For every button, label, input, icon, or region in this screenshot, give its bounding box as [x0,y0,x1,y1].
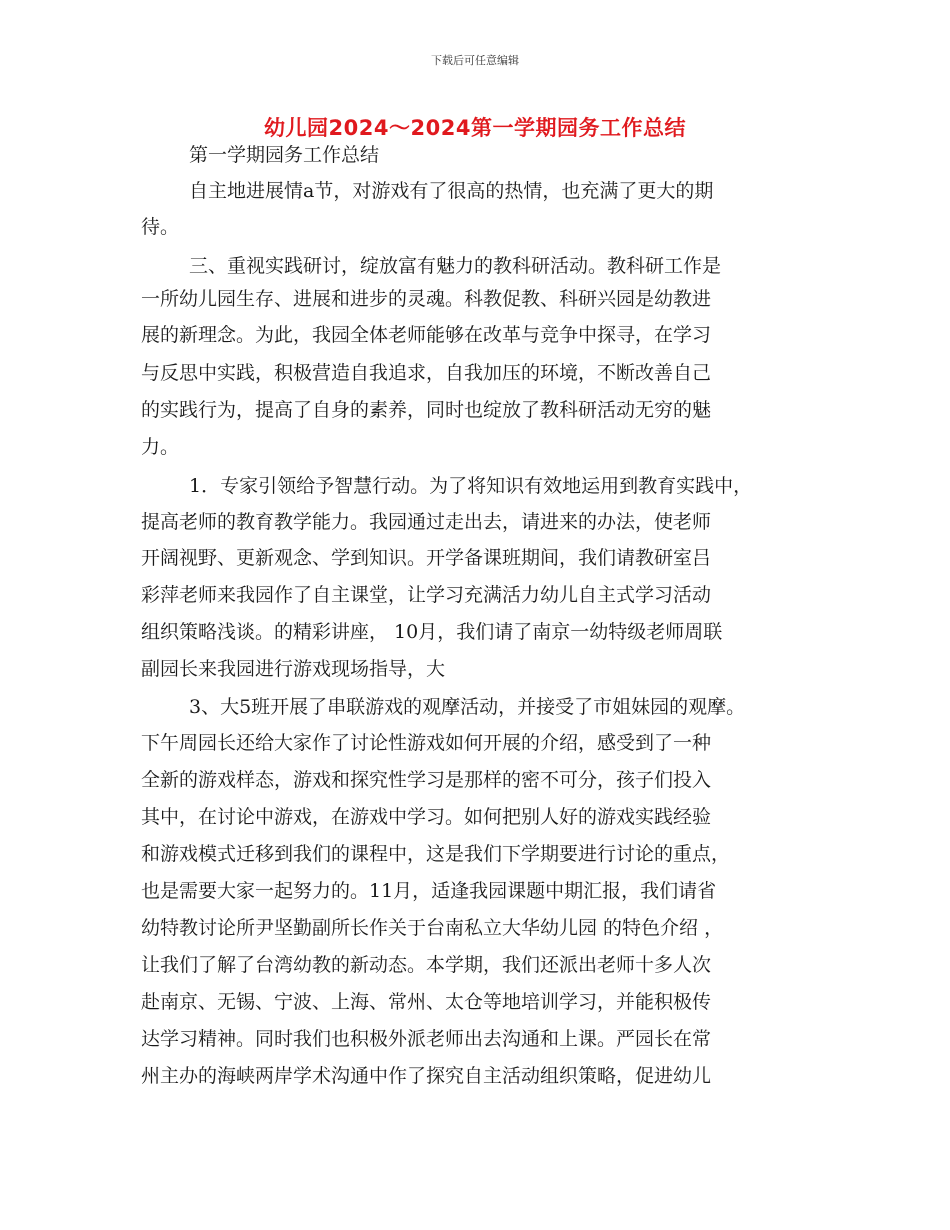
text-line: 让我们了解了台湾幼教的新动态。本学期，我们还派出老师十多人次 [141,954,712,976]
text-line: 与反思中实践，积极营造自我追求，自我加压的环境，不断改善自己 [141,362,712,384]
text-line: 也是需要大家一起努力的。11月，适逢我园课题中期汇报，我们请省 [141,880,717,902]
text-line: 组织策略浅谈。的精彩讲座， 10月，我们请了南京一幼特级老师周联 [141,621,723,643]
text-line: 其中，在讨论中游戏，在游戏中学习。如何把别人好的游戏实践经验 [141,806,712,828]
text-line: 赴南京、无锡、宁波、上海、常州、太仓等地培训学习，并能积极传 [141,991,712,1013]
text-line: 待。 [141,216,180,238]
document-title: 幼儿园2024～2024第一学期园务工作总结 [264,116,686,140]
text-line: 一所幼儿园生存、进展和进步的灵魂。科教促教、科研兴园是幼教进 [141,288,712,310]
text-line: 彩萍老师来我园作了自主课堂，让学习充满活力幼儿自主式学习活动 [141,584,712,606]
text-line: 的实践行为，提高了自身的素养，同时也绽放了教科研活动无穷的魅 [141,399,712,421]
text-line: 展的新理念。为此，我园全体老师能够在改革与竞争中探寻，在学习 [141,324,712,346]
text-line: 力。 [141,436,180,458]
text-line: 副园长来我园进行游戏现场指导，大 [141,658,446,680]
text-line: 三、重视实践研讨，绽放富有魅力的教科研活动。教科研工作是 [189,255,722,277]
text-line: 幼特教讨论所尹坚勤副所长作关于台南私立大华幼儿园 的特色介绍 ， [141,917,724,939]
text-line: 自主地进展情a节，对游戏有了很高的热情，也充满了更大的期 [189,180,714,202]
text-line: 全新的游戏样态，游戏和探究性学习是那样的密不可分，孩子们投入 [141,769,712,791]
text-line: 第一学期园务工作总结 [189,144,380,166]
text-line: 州主办的海峡两岸学术沟通中作了探究自主活动组织策略，促进幼儿 [141,1065,712,1087]
text-line: 下午周园长还给大家作了讨论性游戏如何开展的介绍，感受到了一种 [141,732,712,754]
text-line: 开阔视野、更新观念、学到知识。开学备课班期间，我们请教研室吕 [141,547,712,569]
page-header: 下载后可任意编辑 [431,54,519,67]
text-line: 达学习精神。同时我们也积极外派老师出去沟通和上课。严园长在常 [141,1028,712,1050]
text-line: 1．专家引领给予智慧行动。为了将知识有效地运用到教育实践中， [189,475,753,497]
text-line: 提高老师的教育教学能力。我园通过走出去，请进来的办法，使老师 [141,511,712,533]
text-line: 3、大5班开展了串联游戏的观摩活动，并接受了市姐妹园的观摩。 [189,696,746,718]
text-line: 和游戏模式迁移到我们的课程中，这是我们下学期要进行讨论的重点， [141,843,731,865]
